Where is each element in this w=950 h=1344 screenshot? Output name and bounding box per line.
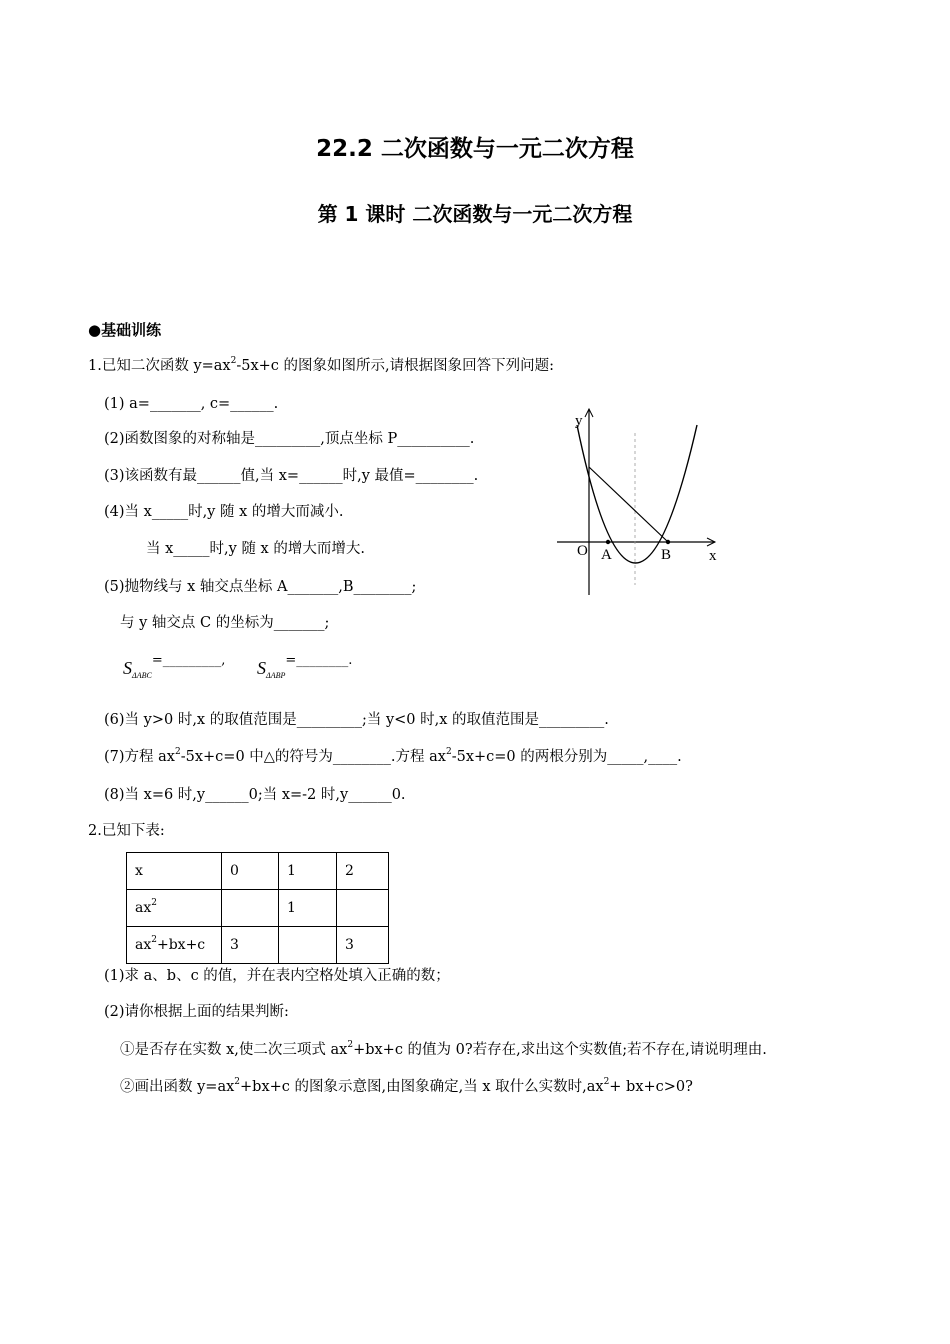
x-axis-label: x bbox=[709, 548, 717, 564]
y-axis-label: y bbox=[575, 413, 583, 429]
table-cell: 2 bbox=[337, 853, 389, 890]
table-cell: 3 bbox=[337, 927, 389, 964]
question-2-stem: 2.已知下表: bbox=[88, 823, 165, 839]
question-1-stem: 1.已知二次函数 $y=ax^2-5x+c$ 的图象如图所示,请根据图象回答下列问题: bbox=[88, 356, 555, 374]
table-row bbox=[127, 927, 389, 964]
line-cb bbox=[589, 467, 668, 542]
table-cell: x bbox=[127, 853, 222, 890]
table-cell bbox=[279, 927, 337, 964]
area-abc: $S_{\Delta ABC}^{=\_\_\_\_\_\_\_\_\_,}$ bbox=[123, 653, 226, 681]
table-cell: 3 bbox=[222, 927, 279, 964]
point-b-label: B bbox=[661, 547, 672, 563]
point-b-marker bbox=[666, 540, 670, 544]
question-1-part-1: (1) a=_______, c=______. bbox=[104, 396, 279, 412]
table-cell: $ax^2+bx+c$ bbox=[127, 927, 222, 964]
point-a-marker bbox=[606, 540, 610, 544]
question-2-part-2: (2)请你根据上面的结果判断: bbox=[104, 1004, 289, 1020]
table-cell bbox=[222, 890, 279, 927]
page-title: 22.2 二次函数与一元二次方程 bbox=[316, 136, 634, 162]
table-row bbox=[127, 853, 389, 890]
table-cell: $ax^2$ bbox=[127, 890, 222, 927]
question-1-part-5a: (5)抛物线与 x 轴交点坐标 A_______,B________; bbox=[104, 579, 417, 595]
table-row bbox=[127, 890, 389, 927]
table-cell bbox=[337, 890, 389, 927]
question-2-part-1: (1)求 a、b、c 的值，并在表内空格处填入正确的数； bbox=[104, 968, 450, 984]
origin-label: O bbox=[577, 543, 588, 559]
question-1-part-5b: 与 y 轴交点 C 的坐标为_______; bbox=[120, 615, 330, 631]
area-abp: $S_{\Delta ABP}^{=\_\_\_\_\_\_\_\_.}$ bbox=[257, 653, 353, 681]
table-cell: 1 bbox=[279, 853, 337, 890]
page-subtitle: 第 1 课时 二次函数与一元二次方程 bbox=[317, 202, 633, 226]
parabola-graph bbox=[555, 405, 735, 600]
question-1-part-4b: 当 x_____时,y 随 x 的增大而增大. bbox=[146, 541, 365, 557]
values-table bbox=[126, 852, 389, 964]
question-1-part-6: (6)当 y>0 时,x 的取值范围是_________;当 y<0 时,x 的取值范围是_________. bbox=[104, 712, 609, 728]
question-2-choice-2: ②画出函数 $y=ax^2+bx+c$ 的图象示意图,由图象确定,当 x 取什么实数时$,ax^2+ bx+c>0$? bbox=[120, 1077, 693, 1095]
question-1-part-4a: (4)当 x_____时,y 随 x 的增大而减小. bbox=[104, 504, 344, 520]
question-2-choice-1: ①是否存在实数 x,使二次三项式 $ax^2+bx+c$ 的值为 0?若存在,求出这个实数值;若不存在,请说明理由. bbox=[120, 1040, 767, 1058]
section-heading: ●基础训练 bbox=[88, 321, 162, 339]
question-1-part-8: (8)当 x=6 时,y______0;当 x=-2 时,y______0. bbox=[104, 787, 406, 803]
question-1-part-2: (2)函数图象的对称轴是_________,顶点坐标 P__________. bbox=[104, 431, 475, 447]
table-cell: 0 bbox=[222, 853, 279, 890]
question-1-part-7: (7)方程 $ax^2-5x+c=0$ 中△的符号为________.方程 $ax^2-5x+c=0$ 的两根分别为_____,____. bbox=[104, 747, 682, 765]
table-cell: 1 bbox=[279, 890, 337, 927]
point-a-label: A bbox=[601, 547, 612, 563]
question-1-part-3: (3)该函数有最______值,当 x=______时,y 最值=________. bbox=[104, 468, 479, 484]
